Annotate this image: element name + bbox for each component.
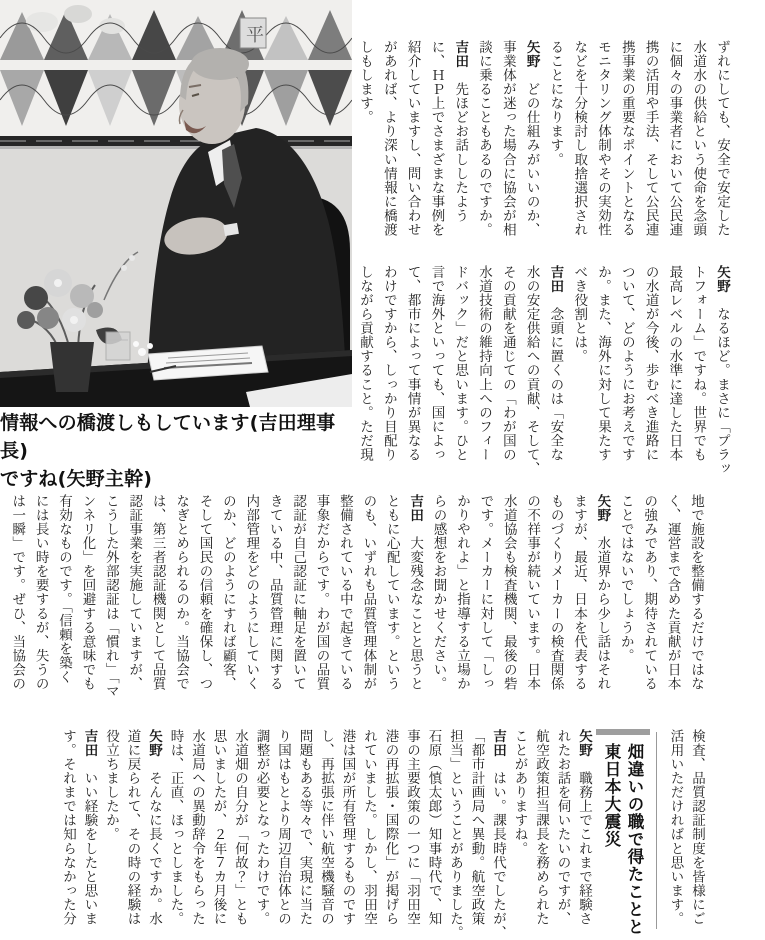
text-column: か。また、海外に対して果たす	[595, 265, 612, 462]
text-column: 携の活用や手法、そして公民連	[642, 40, 659, 237]
text-column: べき役割とは。	[571, 265, 588, 364]
text-column: ことがありますね。	[511, 729, 528, 856]
photo-caption-line1: 情報への橋渡しもしています(吉田理事長)	[0, 412, 336, 462]
text-column: の水道が今後、歩むべき進路に	[642, 265, 659, 462]
band4-post-columns	[57, 729, 595, 940]
text-column: 事象だからです。わが国の品質	[313, 494, 330, 691]
text-column: 携事業の重要なポイントとなる	[618, 40, 635, 237]
text-column: 時は、正直、ほっとしました。	[167, 729, 184, 926]
speaker-name: 矢野	[576, 729, 592, 758]
text-column: 吉田 先ほどお話ししたよう	[452, 40, 469, 223]
band4-pre-columns	[664, 729, 707, 929]
photo-caption	[0, 409, 360, 493]
text-column: ずれにしても、安全で安定した	[714, 40, 730, 237]
section-heading-line1: 畑違いの職で得たことと	[625, 743, 644, 936]
text-column: しもします。	[357, 40, 374, 125]
text-column: 矢野 そんなに長くですか。水	[146, 729, 162, 926]
text-column: ついて、どのようにお考えです	[618, 265, 635, 462]
text-band-3	[5, 494, 707, 698]
text-column: ものづくりメーカーの検査関係	[547, 494, 564, 691]
text-column: 「都市計画局へ異動。航空政策	[468, 729, 485, 926]
text-column: 担当」ということがありました。	[447, 729, 463, 940]
text-column: 水道協会も検査機関、最後の砦	[500, 494, 517, 691]
svg-text:平: 平	[246, 25, 264, 46]
photo-graphic	[0, 0, 352, 407]
text-column: 港の再拡張・国際化」が掲げら	[382, 729, 399, 926]
text-column: 航空政策担当課長を務められた	[533, 729, 549, 926]
text-column: す。それまでは知らなかった分	[60, 729, 76, 926]
text-column: モニタリング体制やその実効性	[595, 40, 612, 237]
wall-artwork	[0, 0, 352, 149]
text-column: ることになります。	[547, 40, 564, 167]
text-band-1	[352, 40, 733, 240]
text-column: 吉田 念頭に置くのは「安全な	[547, 265, 564, 462]
text-column: こうした外部認証は「慣れ」「マ	[102, 494, 119, 698]
text-column: に個々の事業者において公民連	[666, 40, 683, 237]
text-column: のか、どのようにすれば顧客、	[219, 494, 236, 691]
text-column: ンネリ化」を回避する意味でも	[79, 494, 96, 691]
text-column: 整備されている中で起きている	[336, 494, 353, 691]
section-divider	[656, 732, 657, 929]
text-column: わけですから、しっかり目配り	[380, 265, 397, 462]
text-column: 思いましたが、２年７カ月後に	[210, 729, 227, 926]
section-heading	[596, 729, 650, 936]
text-column: 水の安定供給への貢献、そして、	[523, 265, 540, 476]
speaker-name: 吉田	[407, 494, 424, 523]
text-column: 事業体が迷った場合に協会が相	[499, 40, 516, 237]
text-column: り国はもとより周辺自治体との	[275, 729, 291, 926]
text-column: ともに心配しています。という	[383, 494, 400, 691]
text-column: 吉田 大変残念なことと思うと	[407, 494, 424, 691]
text-column: し、再拡張に伴い航空機騒音の	[318, 729, 334, 926]
text-column: 役立ちましたか。	[103, 729, 119, 842]
text-column: 問題もある等々で、実現に当た	[296, 729, 313, 926]
section-heading-line2: 東日本大震災	[602, 743, 621, 848]
text-column: 水道水の供給という使命を念頭	[690, 40, 707, 237]
text-column: なぎとめられるのか。当協会で	[173, 494, 190, 691]
speaker-name: 矢野	[594, 494, 611, 523]
text-column: 港は国が所有管理するものです	[339, 729, 356, 926]
text-column: しながら貢献すること。ただ現	[357, 265, 374, 462]
text-column: ますが、最近、日本を代表する	[570, 494, 587, 691]
text-column: 認証事業を実施していますが、	[126, 494, 143, 691]
speaker-name: 吉田	[547, 265, 564, 294]
text-column: く、運営まで含めた貢献が日本	[664, 494, 681, 691]
text-column: 吉田 はい。課長時代でしたが、	[490, 729, 506, 940]
text-column: 矢野 職務上でこれまで経験さ	[576, 729, 592, 926]
text-column: れたお話を伺いたいのですが、	[554, 729, 571, 926]
text-column: ドバック」だと思います。ひと	[452, 265, 469, 462]
heading-bar-decoration	[596, 729, 650, 735]
text-column: 認証が自己認証に軸足を置いて	[290, 494, 307, 691]
text-column: 活用いただければと思います。	[667, 729, 684, 926]
text-column: 調整が必要となったわけです。	[253, 729, 270, 926]
text-column: 石原（慎太郎）知事時代で、知	[425, 729, 442, 926]
text-column: 言で海外といっても、国によっ	[428, 265, 445, 462]
text-column: 水道局への異動辞令をもらった	[189, 729, 205, 926]
interview-photo	[0, 0, 352, 407]
text-column: があれば、より深い情報に橋渡	[380, 40, 397, 237]
text-column: 矢野 どの仕組みがいいのか、	[523, 40, 540, 237]
text-column: 事の主要政策の一つに「羽田空	[404, 729, 420, 926]
text-column: の不祥事が続いています。日本	[524, 494, 541, 691]
speaker-name: 吉田	[490, 729, 506, 758]
text-column: 有効なものです。「信頼を築く	[56, 494, 73, 684]
speaker-name: 矢野	[146, 729, 162, 758]
text-column: トフォーム」ですね。世界でも	[690, 265, 707, 462]
speaker-name: 吉田	[452, 40, 469, 69]
text-column: 談に乗ることもあるのですか。	[476, 40, 493, 237]
text-column: には長い時を要するが、失うの	[32, 494, 49, 691]
text-column: かりやれよ」と指導する立場か	[453, 494, 470, 691]
photo-caption-line2: ですね(矢野主幹)	[0, 468, 153, 490]
text-column: て、都市によって事情が異なる	[404, 265, 421, 462]
text-column: れていました。しかし、羽田空	[361, 729, 377, 926]
speaker-name: 矢野	[714, 265, 730, 294]
text-column: 最高レベルの水準に達した日本	[666, 265, 683, 462]
text-column: 内部管理をどのようにしていく	[243, 494, 260, 691]
text-column: は一瞬」です。ぜひ、当協会の	[9, 494, 26, 691]
text-column: などを十分検討し取捨選択され	[571, 40, 588, 237]
text-column: ことではないでしょうか。	[617, 494, 634, 663]
text-column: 吉田 いい経験をしたと思いま	[81, 729, 98, 926]
text-column: らの感想をお聞かせください。	[430, 494, 447, 691]
speaker-name: 吉田	[81, 729, 98, 758]
text-column: 地で施設を整備するだけではな	[688, 494, 704, 691]
text-band-2	[352, 265, 733, 476]
text-column: に、ＨＰ上でさまざまな事例を	[428, 40, 445, 237]
speaker-name: 矢野	[523, 40, 540, 69]
text-column: 水道畑の自分が「何故？」とも	[232, 729, 248, 926]
text-column: の強みであり、期待されている	[641, 494, 658, 691]
text-column: その貢献を通じての「わが国の	[499, 265, 516, 462]
text-column: 矢野 なるほど。まさに「プラッ	[714, 265, 730, 476]
text-column: です。メーカーに対して「しっ	[477, 494, 494, 691]
text-column: は、第三者認証機関として品質	[149, 494, 166, 691]
text-column: きている中、品質管理に関する	[266, 494, 283, 691]
text-band-4	[57, 729, 707, 940]
text-column: 道に戻られて、その時の経験は	[124, 729, 141, 926]
text-column: そして国民の信頼を確保し、つ	[196, 494, 213, 691]
text-column: のも、いずれも品質管理体制が	[360, 494, 377, 691]
text-column: 水道技術の維持向上へのフィー	[476, 265, 493, 462]
text-column: 矢野 水道界から少し話はそれ	[594, 494, 611, 691]
text-column: 紹介していますし、問い合わせ	[404, 40, 421, 237]
text-column: 検査、品質認証制度を皆様にご	[689, 729, 705, 926]
